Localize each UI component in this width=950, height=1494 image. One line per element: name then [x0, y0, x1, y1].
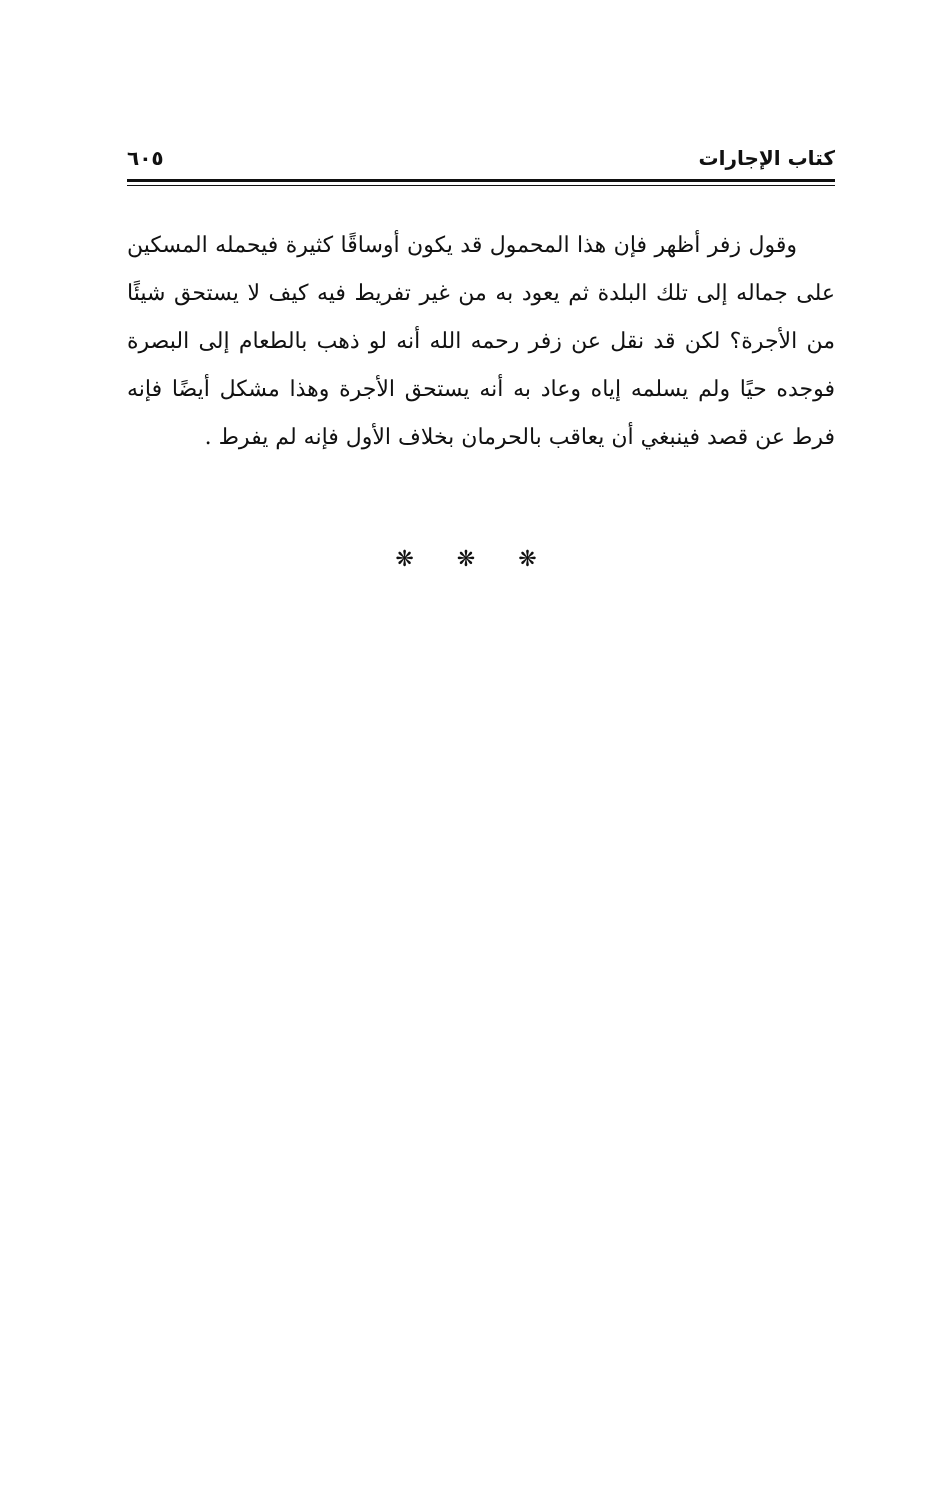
body-paragraph	[127, 222, 835, 462]
header-rule-thin	[127, 185, 835, 186]
running-header	[127, 138, 835, 178]
section-separator: ❋ ❋ ❋	[395, 547, 555, 572]
text-line: وقول زفر أظهر فإن هذا المحمول قد يكون أوساقًا كثيرة فيحمله المسكين	[127, 233, 797, 258]
chapter-title: كتاب الإجارات	[698, 146, 835, 170]
text-line: من الأجرة؟ لكن قد نقل عن زفر رحمه الله أنه لو ذهب بالطعام إلى البصرة	[127, 329, 835, 354]
header-rule-thick	[127, 179, 835, 182]
text-line: فوجده حيًا ولم يسلمه إياه وعاد به أنه يستحق الأجرة وهذا مشكل أيضًا فإنه	[127, 377, 835, 402]
text-line: فرط عن قصد فينبغي أن يعاقب بالحرمان بخلاف الأول فإنه لم يفرط .	[204, 425, 835, 450]
text-line: على جماله إلى تلك البلدة ثم يعود به من غير تفريط فيه كيف لا يستحق شيئًا	[127, 281, 835, 306]
page-number: ٦٠٥	[127, 146, 164, 170]
